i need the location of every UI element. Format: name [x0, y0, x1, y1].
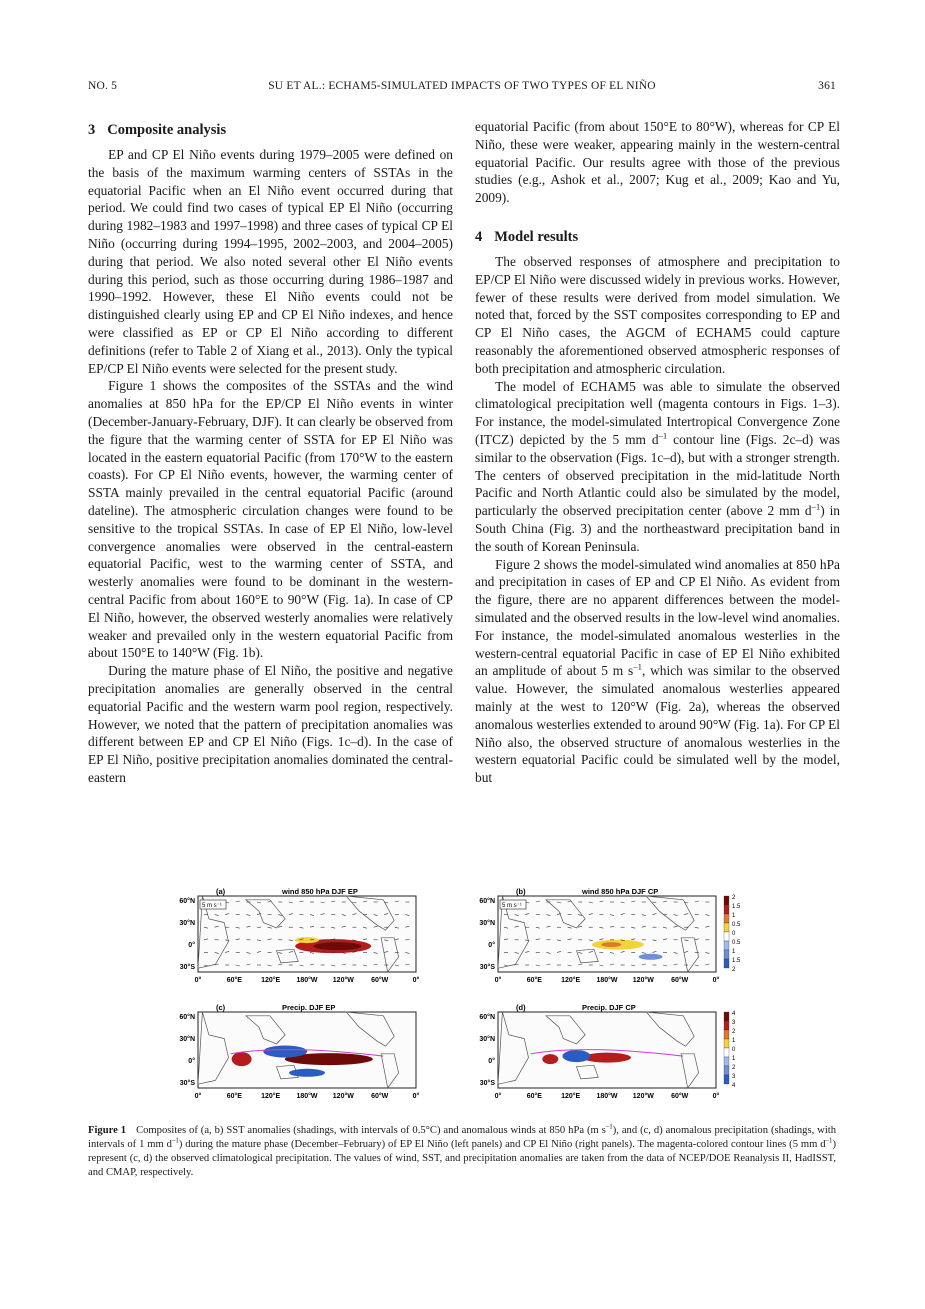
colorbar-swatch — [724, 914, 729, 923]
colorbar-swatch — [724, 896, 729, 905]
colorbar-swatch — [724, 959, 729, 968]
paragraph: Figure 1 shows the composites of the SSTAs and the wind anomalies at 850 hPa for the EP/CP El Niño events in winter (December-January-February, DJF). It can clearly be observed from the figure that the warming center of SSTA for EP El Niño was located in the eastern equatorial Pacific (from 170°W to the eastern coasts). For CP El Niño events, however, the warming center of SSTA mainly prevailed in the central equatorial Pacific (around dateline). The atmospheric circulation changes were found to be sensitive to the tropical SSTAs. In case of EP El Niño, low-level convergence anomalies were observed in the central-eastern equatorial Pacific, west to the warming center of SSTA, and westerly anomalies were found to be dominant in the western-central Pacific from about 160°E to 90°W (Fig. 1a). In case of CP El Niño, however, the observed westerly anomalies were relatively weaker and prevailed only in the western equatorial Pacific from about 150°E to 140°W (Fig. 1b). — [88, 378, 453, 661]
colorbar-swatch — [724, 1021, 729, 1030]
longitude-tick-label: 0° — [712, 977, 720, 984]
longitude-tick-label: 60°W — [671, 977, 689, 984]
colorbar-tick-label: 3 — [732, 1020, 736, 1026]
longitude-tick-label: 180°W — [296, 977, 318, 984]
page-number: 361 — [818, 80, 836, 92]
latitude-tick-label: 60°N — [479, 898, 495, 905]
panel-title: wind 850 hPa DJF EP — [282, 887, 358, 896]
latitude-tick-label: 0° — [488, 1058, 495, 1065]
latitude-tick-label: 30°N — [179, 920, 195, 927]
colorbar — [724, 1011, 736, 1089]
colorbar-swatch — [724, 950, 729, 959]
vector-reference-label: 5 m s⁻¹ — [202, 903, 222, 909]
latitude-tick-label: 60°N — [479, 1014, 495, 1021]
longitude-tick-label: 60°W — [671, 1093, 689, 1100]
longitude-tick-label: 120°W — [332, 1093, 354, 1100]
longitude-tick-label: 120°W — [632, 1093, 654, 1100]
longitude-tick-label: 0° — [194, 977, 202, 984]
colorbar-tick-label: 1.5 — [732, 904, 741, 910]
panel-d-precip-cp — [460, 1000, 760, 1112]
longitude-tick-label: 0° — [412, 1093, 420, 1100]
colorbar-swatch — [724, 932, 729, 941]
panel-title: Precip. DJF EP — [282, 1003, 336, 1012]
colorbar-tick-label: 4 — [732, 1083, 736, 1089]
map-svg — [160, 1000, 460, 1112]
panel-letter: (d) — [516, 1003, 526, 1012]
map-svg — [460, 884, 760, 996]
colorbar-swatch — [724, 1012, 729, 1021]
colorbar — [724, 895, 741, 973]
longitude-tick-label: 0° — [712, 1093, 720, 1100]
figure-caption: Figure 1 Composites of (a, b) SST anomalies (shadings, with intervals of 0.5°C) and anomalous winds at 850 hPa (m $s^{-1}$), and (c, d) anomalous precipitation (shadings, with intervals of 1 mm $d^{-1}$) during the mature phase (December–February) of EP El Niño (left panels) and CP El Niño (right panels). The magenta-colored contour lines (5 mm $d^{-1}$) represent (c, d) the observed climatological precipitation. The values of wind, SST, and precipitation anomalies are taken from the data of NCEP/DOE Reanalysis II, HadISST, and CMAP, respectively. — [88, 1123, 836, 1178]
colorbar-swatch — [724, 1048, 729, 1057]
latitude-tick-label: 30°S — [479, 1080, 495, 1087]
colorbar-swatch — [724, 1039, 729, 1048]
panel-letter: (c) — [216, 1003, 226, 1012]
latitude-tick-label: 0° — [488, 942, 495, 949]
map-frame — [498, 896, 716, 972]
longitude-tick-label: 0° — [194, 1093, 202, 1100]
colorbar-tick-label: 1 — [732, 913, 736, 919]
colorbar-tick-label: 1 — [732, 1038, 736, 1044]
colorbar-tick-label: 3 — [732, 1074, 736, 1080]
left-column — [88, 116, 453, 787]
colorbar-tick-label: 0.5 — [732, 940, 741, 946]
colorbar-tick-label: 1 — [732, 949, 736, 955]
latitude-tick-label: 0° — [188, 1058, 195, 1065]
longitude-tick-label: 180°W — [596, 1093, 618, 1100]
latitude-tick-label: 30°N — [479, 920, 495, 927]
latitude-tick-label: 0° — [188, 942, 195, 949]
longitude-tick-label: 0° — [494, 977, 502, 984]
issue-number: NO. 5 — [88, 80, 118, 92]
latitude-tick-label: 30°S — [179, 964, 195, 971]
figure-label: Figure 1 — [88, 1125, 127, 1136]
colorbar-swatch — [724, 1057, 729, 1066]
paragraph: The observed responses of atmosphere and precipitation to EP/CP El Niño were discussed widely in previous works. However, fewer of these results were derived from model simulation. We noted that, forced by the SST composites corresponding to EP and CP El Niño cases, the AGCM of ECHAM5 could capture reasonably the aforementioned observed atmospheric responses of both precipitation and atmospheric circulation. — [475, 253, 840, 376]
longitude-tick-label: 120°E — [261, 977, 281, 984]
longitude-tick-label: 180°W — [296, 1093, 318, 1100]
panel-a-wind-sst-ep — [160, 884, 460, 996]
colorbar-swatch — [724, 941, 729, 950]
colorbar-tick-label: 0 — [732, 1047, 736, 1053]
map-svg — [160, 884, 460, 996]
colorbar-tick-label: 1.5 — [732, 958, 741, 964]
longitude-tick-label: 0° — [412, 977, 420, 984]
paragraph: EP and CP El Niño events during 1979–2005 were defined on the basis of the maximum warming centers of SSTAs in the equatorial Pacific when an El Niño event occurred during that period. We could find two cases of typical EP El Niño (occurring during 1982–1983 and 1997–1998) and three cases of typical CP El Niño (occurring during 1994–1995, 2002–2003, and 2004–2005) during that period. We also noted several other El Niño events during this period, such as those occurring during 1986–1987 and 1990–1992. However, these El Niño events could not be distinguished clearly using EP and CP El Niño indexes, and hence were classified as EP or CP El Niño according to different definitions (refer to Table 2 of Xiang et al., 2013). Only the typical EP/CP El Niño events were selected for the present study. — [88, 147, 453, 376]
paragraph: Figure 2 shows the model-simulated wind anomalies at 850 hPa and precipitation in cases of EP and CP El Niño. As evident from the figure, there are no apparent differences between the model-simulated and the observed results in the low-level wind anomalies. For instance, the model-simulated anomalous westerlies in the western-central equatorial Pacific in case of EP El Niño exhibited an amplitude of about 5 m $s^{-1}$, which was similar to the observed value. However, the simulated anomalous westerlies appeared mainly at the west to 120°W (Fig. 2a), whereas the observed anomalous westerlies extended to around 90°W (Fig. 1a). For CP El Niño also, the observed structure of anomalous westerlies in the western equatorial Pacific could be simulated well by the model, but — [475, 556, 840, 786]
colorbar-tick-label: 0 — [732, 931, 736, 937]
latitude-tick-label: 30°S — [479, 964, 495, 971]
colorbar-tick-label: 2 — [732, 1029, 736, 1035]
paragraph: During the mature phase of El Niño, the positive and negative precipitation anomalies are generally observed in the central equatorial Pacific and the western warm pool region, respectively. However, we noted that the pattern of precipitation anomalies was different between EP and CP El Niño (Figs. 1c–d). In the case of EP El Niño, positive precipitation anomalies dominated the central-eastern — [88, 663, 453, 785]
colorbar-tick-label: 2 — [732, 1065, 736, 1071]
colorbar-swatch — [724, 923, 729, 932]
latitude-tick-label: 30°N — [179, 1036, 195, 1043]
longitude-tick-label: 180°W — [596, 977, 618, 984]
longitude-tick-label: 60°E — [226, 977, 242, 984]
longitude-tick-label: 60°E — [226, 1093, 242, 1100]
longitude-tick-label: 120°E — [261, 1093, 281, 1100]
colorbar-swatch — [724, 1075, 729, 1084]
section-3-heading: 3 Composite analysis — [88, 122, 227, 138]
longitude-tick-label: 60°E — [526, 977, 542, 984]
colorbar-tick-label: 2 — [732, 895, 736, 901]
running-title: SU ET AL.: ECHAM5-SIMULATED IMPACTS OF TWO TYPES OF EL NIÑO — [268, 80, 656, 92]
map-frame — [198, 896, 416, 972]
panel-letter: (b) — [516, 887, 526, 896]
panel-title: wind 850 hPa DJF CP — [582, 887, 659, 896]
section-4-heading: 4 Model results — [475, 228, 579, 245]
colorbar-swatch — [724, 1066, 729, 1075]
longitude-tick-label: 60°W — [371, 1093, 389, 1100]
colorbar-tick-label: 0.5 — [732, 922, 741, 928]
vector-reference-label: 5 m s⁻¹ — [502, 903, 522, 909]
colorbar-tick-label: 1 — [732, 1056, 736, 1062]
longitude-tick-label: 120°E — [561, 977, 581, 984]
longitude-tick-label: 60°W — [371, 977, 389, 984]
longitude-tick-label: 0° — [494, 1093, 502, 1100]
colorbar-swatch — [724, 1030, 729, 1039]
latitude-tick-label: 60°N — [179, 898, 195, 905]
latitude-tick-label: 30°S — [179, 1080, 195, 1087]
panel-b-wind-sst-cp — [460, 884, 760, 996]
colorbar-tick-label: 4 — [732, 1011, 736, 1017]
panel-title: Precip. DJF CP — [582, 1003, 636, 1012]
right-column — [475, 116, 840, 787]
longitude-tick-label: 60°E — [526, 1093, 542, 1100]
paragraph: The model of ECHAM5 was able to simulate the observed climatological precipitation well (magenta contours in Figs. 1–3). For instance, the model-simulated Intertropical Convergence Zone (ITCZ) depicted by the 5 mm $d^{-1}$ contour line (Figs. 2c–d) was similar to the observation (Figs. 1c–d), but with a stronger strength. The centers of observed precipitation in the mid-latitude North Pacific and North Atlantic could also be simulated by the model, particularly the observed precipitation center (above 2 mm $d^{-1}$) in South China (Fig. 3) and the northeastward precipitation band in the south of Korean Peninsula. — [475, 378, 840, 554]
latitude-tick-label: 30°N — [479, 1036, 495, 1043]
longitude-tick-label: 120°W — [332, 977, 354, 984]
paragraph: equatorial Pacific (from about 150°E to 80°W), whereas for CP El Niño, these were weaker, appearing mainly in the western-central equatorial Pacific. Our results agree with those of the previous studies (e.g., Ashok et al., 2007; Kug et al., 2009; Kao and Yu, 2009). — [475, 119, 840, 206]
longitude-tick-label: 120°E — [561, 1093, 581, 1100]
figure-1 — [160, 884, 775, 1114]
map-svg — [460, 1000, 760, 1112]
longitude-tick-label: 120°W — [632, 977, 654, 984]
colorbar-tick-label: 2 — [732, 967, 736, 973]
latitude-tick-label: 60°N — [179, 1014, 195, 1021]
colorbar-swatch — [724, 905, 729, 914]
panel-c-precip-ep — [160, 1000, 460, 1112]
panel-letter: (a) — [216, 887, 226, 896]
